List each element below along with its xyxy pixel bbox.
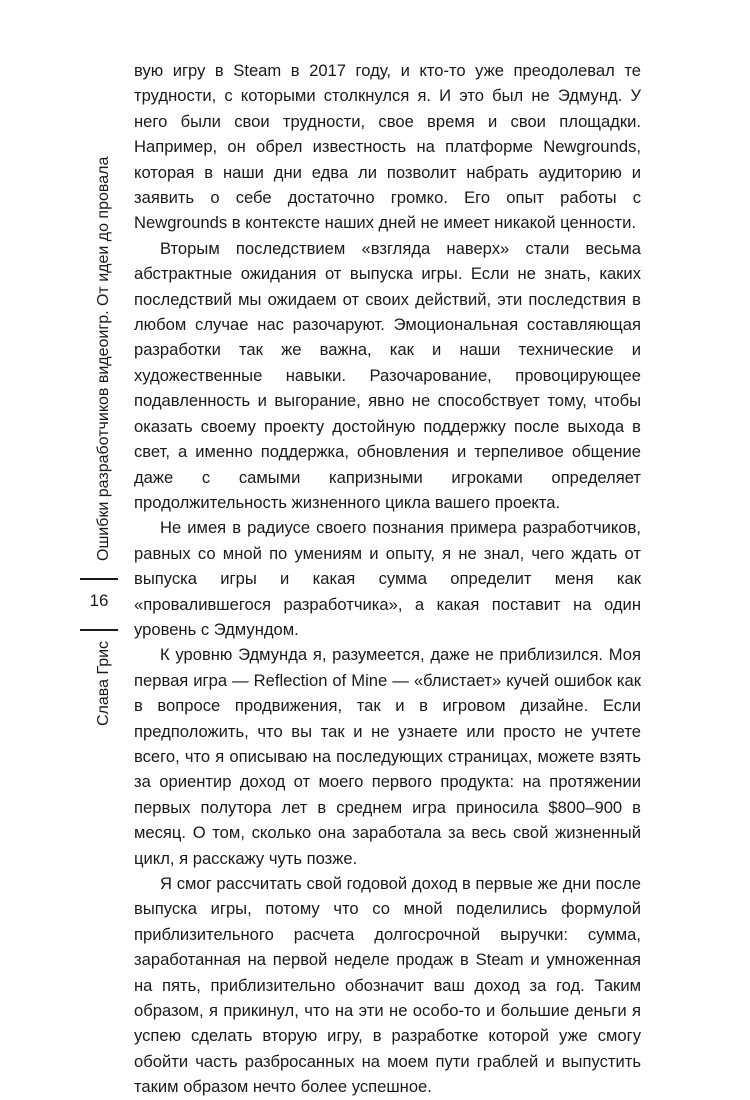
page-number: 16 bbox=[89, 591, 109, 610]
paragraph: Я смог рассчитать свой годовой доход в первые же дни после выпуска игры, потому что со мной поделились формулой приблизительного расчета долгосрочной выручки: сумма, заработанная на первой неделе продаж в Steam и умноженная на пять, приблизительно обозначит ваш доход за год. Таким образом, я прикинул, что на эти не особо-то и большие деньги я успею сделать вторую игру, в разработке которой уже смогу обойти часть разбросанных на моем пути граблей и выпустить таким образом нечто более успешное. bbox=[134, 874, 641, 1097]
page-body bbox=[134, 58, 641, 1100]
paragraph: К уровню Эдмунда я, разумеется, даже не приблизился. Моя первая игра — Reflection of Mine — «блистает» кучей ошибок как в вопросе продвижения, так и в игровом дизайне. Если предположить, что вы так и не узнаете или просто не учтете всего, что я описываю на последующих страницах, можете взять за ориентир доход от моего первого продукта: на протяжении первых полутора лет в среднем игра приносила $800–900 в месяц. О том, сколько она заработала за весь свой жизненный цикл, я расскажу чуть позже. bbox=[134, 645, 641, 868]
paragraph: Не имея в радиусе своего познания примера разработчиков, равных со мной по умениям и опыту, я не знал, чего ждать от выпуска игры и какая сумма определит меня как «провалившегося разработчика», а какая поставит на один уровень с Эдмундом. bbox=[134, 518, 641, 639]
divider-bottom bbox=[80, 629, 118, 631]
page-margin bbox=[0, 0, 120, 1000]
running-header-author: Слава Грис bbox=[95, 640, 112, 726]
paragraph: вую игру в Steam в 2017 году, и кто-то уже преодолевал те трудности, с которыми столкнулся я. И это был не Эдмунд. У него были свои трудности, свое время и свои площадки. Например, он обрел известность на платформе Newgrounds, которая в наши дни едва ли позволит набрать аудиторию и заявить о себе достаточно громко. Его опыт работы с Newgrounds в контексте наших дней не имеет никакой ценности. bbox=[134, 61, 641, 233]
paragraph: Вторым последствием «взгляда наверх» стали весьма абстрактные ожидания от выпуска игры. Если не знать, каких последствий мы ожидаем от своих действий, эти последствия в любом случае нас разочаруют. Эмоциональная составляющая разработки так же важна, как и наши технические и художественные навыки. Разочарование, провоцирующее подавленность и выгорание, явно не способствует тому, чтобы оказать своему проекту достойную поддержку после выхода в свет, а именно поддержка, обновления и терпеливое общение даже с самыми капризными игроками определяет продолжительность жизненного цикла вашего проекта. bbox=[134, 238, 641, 512]
running-header-title: Ошибки разработчиков видеоигр. От идеи до провала bbox=[95, 156, 112, 561]
divider-top bbox=[80, 578, 118, 580]
